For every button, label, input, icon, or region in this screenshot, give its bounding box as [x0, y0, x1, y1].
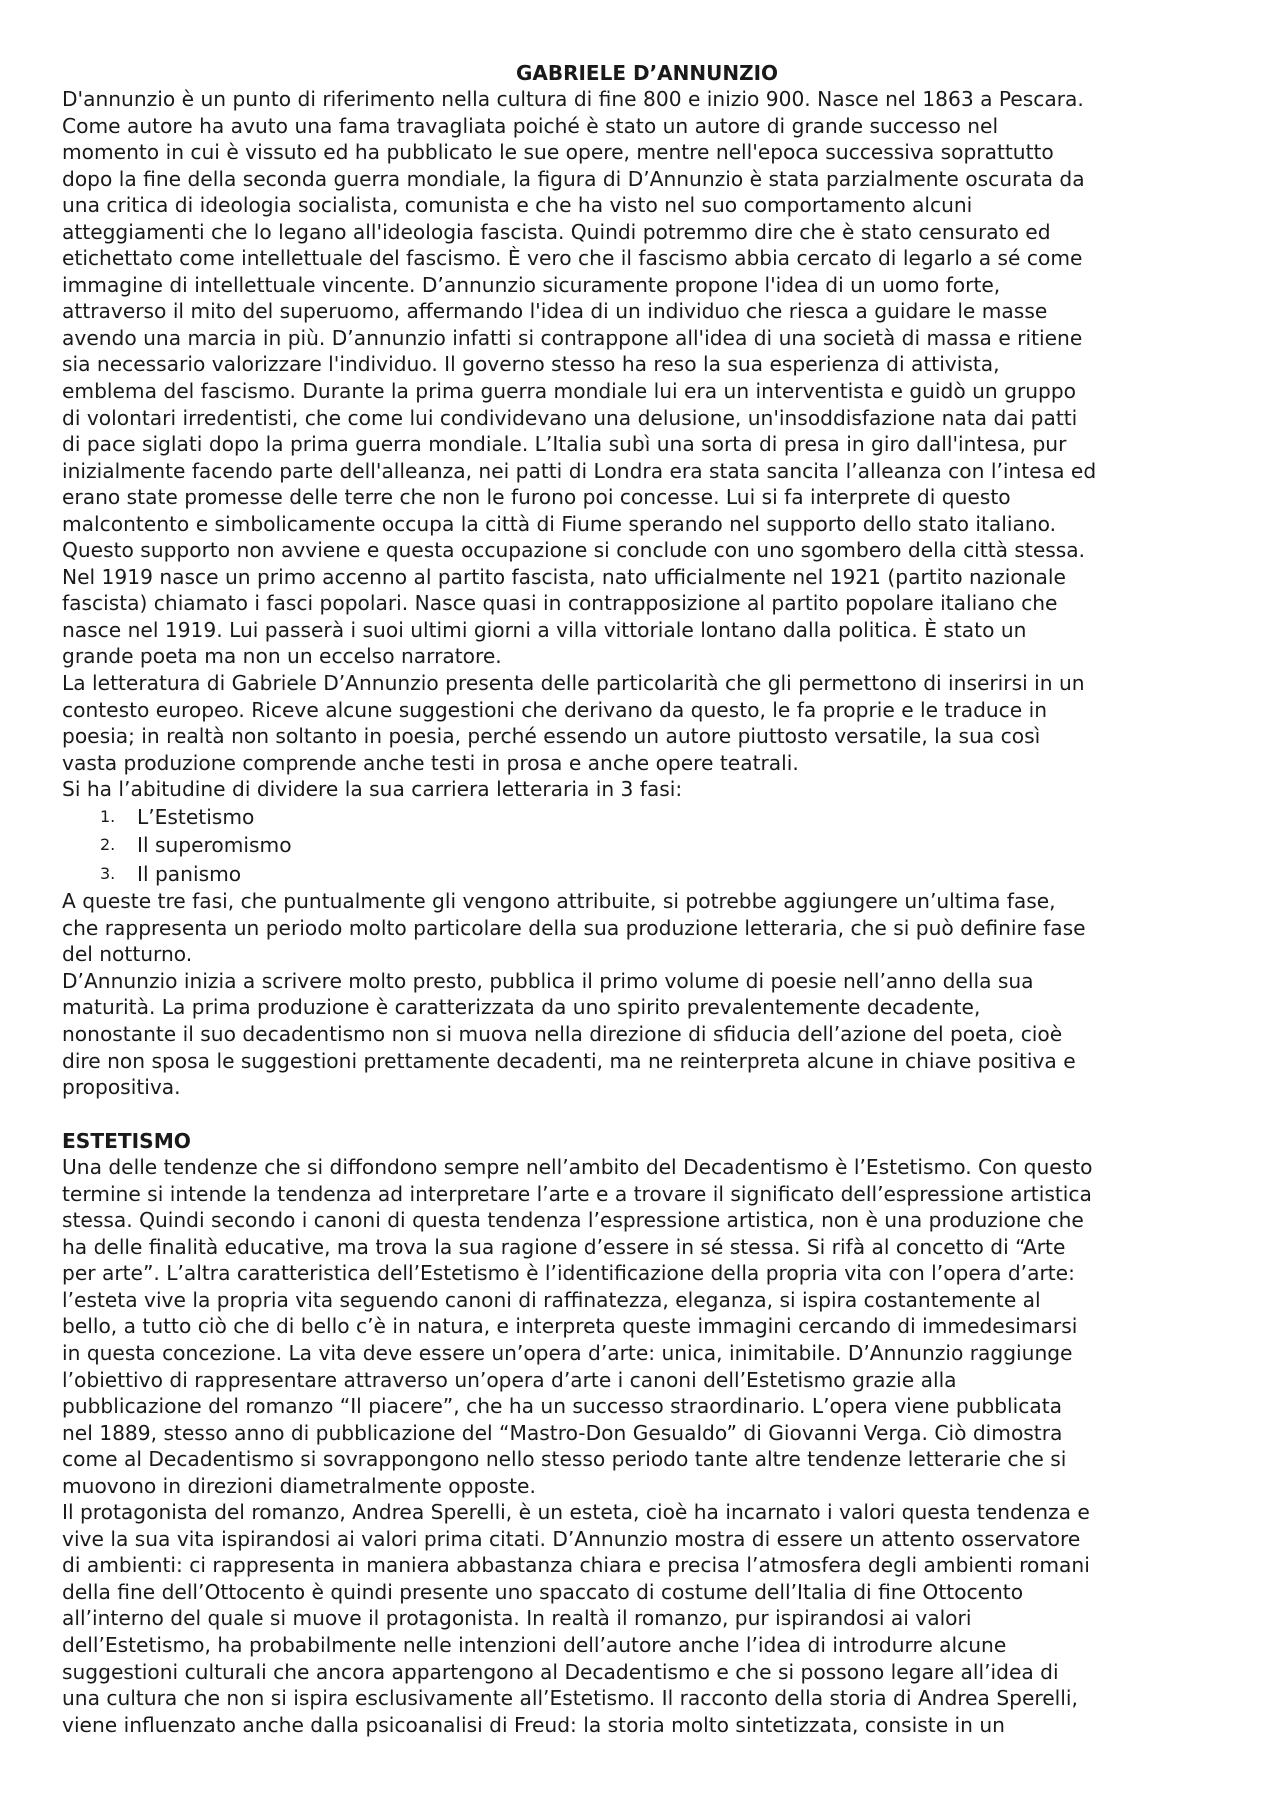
text-line: immagine di intellettuale vincente. D’annunzio sicuramente propone l'idea di un uomo forte,	[62, 272, 1001, 297]
list-number: 1.	[100, 806, 116, 826]
section-heading: ESTETISMO	[62, 1128, 191, 1153]
list-number: 2.	[100, 835, 116, 855]
list-text: Il panismo	[137, 861, 242, 886]
text-line: maturità. La prima produzione è caratterizzata da uno spirito prevalentemente decadente,	[62, 995, 981, 1020]
text-line: di volontari irredentisti, che come lui condividevano una delusione, un'insoddisfazione nata dai patti	[62, 405, 1078, 430]
after-list-paragraphs	[62, 888, 1232, 1100]
text-line: suggestioni culturali che ancora appartengono al Decadentismo e che si possono legare all’idea di	[62, 1659, 1059, 1684]
text-line: l’esteta vive la propria vita seguendo canoni di raffinatezza, eleganza, si ispira costantemente al	[62, 1287, 1041, 1312]
text-line: avendo una marcia in più. D’annunzio infatti si contrappone all'idea di una società di massa e ritiene	[62, 325, 1083, 350]
text-line: bello, a tutto ciò che di bello c’è in natura, e interpreta queste immagini cercando di immedesimarsi	[62, 1314, 1078, 1339]
text-line: nel 1889, stesso anno di pubblicazione del “Mastro-Don Gesualdo” di Giovanni Verga. Ciò dimostra	[62, 1420, 1063, 1445]
text-line: etichettato come intellettuale del fascismo. È vero che il fascismo abbia cercato di legarlo a sé come	[62, 246, 1083, 271]
section-spacer	[62, 1101, 1232, 1128]
text-line: vive la sua vita ispirandosi ai valori prima citati. D’Annunzio mostra di essere un attento osservatore	[62, 1526, 1081, 1551]
text-line: all’interno del quale si muove il protagonista. In realtà il romanzo, pur ispirandosi ai valori	[62, 1606, 972, 1631]
text-line: dopo la fine della seconda guerra mondiale, la figura di D’Annunzio è stata parzialmente oscurata da	[62, 166, 1085, 191]
text-line: La letteratura di Gabriele D’Annunzio presenta delle particolarità che gli permettono di inserirsi in un	[62, 671, 1085, 696]
text-line: erano state promesse delle terre che non le furono poi concesse. Lui si fa interprete di questo	[62, 485, 1011, 510]
text-line: una cultura che non si ispira esclusivamente all’Estetismo. Il racconto della storia di Andrea Sperelli,	[62, 1686, 1078, 1711]
text-line: termine si intende la tendenza ad interpretare l’arte e a trovare il significato dell’espressione artistica	[62, 1181, 1092, 1206]
text-line: di ambienti: ci rappresenta in maniera abbastanza chiara e precisa l’atmosfera degli ambienti romani	[62, 1553, 1090, 1578]
text-line: di pace siglati dopo la prima guerra mondiale. L’Italia subì una sorta di presa in giro dall'intesa, pur	[62, 432, 1067, 457]
text-line: che rappresenta un periodo molto particolare della sua produzione letteraria, che si può definire fase	[62, 915, 1086, 940]
text-line: D'annunzio è un punto di riferimento nella cultura di fine 800 e inizio 900. Nasce nel 1863 a Pescara.	[62, 87, 1084, 111]
document-title: GABRIELE D’ANNUNZIO	[515, 61, 779, 85]
text-line: sia necessario valorizzare l'individuo. Il governo stesso ha reso la sua esperienza di attivista,	[62, 352, 1000, 377]
section-paragraphs	[62, 1154, 1232, 1738]
intro-paragraphs	[62, 86, 1232, 803]
text-line: Come autore ha avuto una fama travagliata poiché è stato un autore di grande successo nel	[62, 113, 999, 138]
text-line: nasce nel 1919. Lui passerà i suoi ultimi giorni a villa vittoriale lontano dalla politica. È stato un	[62, 617, 1027, 642]
text-line: come al Decadentismo si sovrappongono nello stesso periodo tante altre tendenze letterarie che si	[62, 1447, 1067, 1472]
list-number: 3.	[100, 863, 116, 883]
text-line: una critica di ideologia socialista, comunista e che ha visto nel suo comportamento alcuni	[62, 193, 973, 218]
text-line: pubblicazione del romanzo “Il piacere”, che ha un successo straordinario. L’opera viene pubblicata	[62, 1394, 1063, 1419]
text-line: Nel 1919 nasce un primo accenno al partito fascista, nato ufficialmente nel 1921 (partito nazionale	[62, 564, 1066, 589]
text-line: propositiva.	[62, 1075, 181, 1100]
text-line: del notturno.	[62, 942, 193, 967]
text-line: l’obiettivo di rappresentare attraverso un’opera d’arte i canoni dell’Estetismo grazie alla	[62, 1367, 957, 1392]
text-line: emblema del fascismo. Durante la prima guerra mondiale lui era un interventista e guidò un gruppo	[62, 379, 1077, 404]
text-line: momento in cui è vissuto ed ha pubblicato le sue opere, mentre nell'epoca successiva soprattutto	[62, 140, 1054, 165]
text-line: Il protagonista del romanzo, Andrea Sperelli, è un esteta, cioè ha incarnato i valori questa tendenza e	[62, 1500, 1090, 1525]
text-line: stessa. Quindi secondo i canoni di questa tendenza l’espressione artistica, non è una produzione che	[62, 1208, 1084, 1233]
text-line: dire non sposa le suggestioni prettamente decadenti, ma ne reinterpreta alcune in chiave positiva e	[62, 1048, 1076, 1073]
text-line: della fine dell’Ottocento è quindi presente uno spaccato di costume dell’Italia di fine Ottocento	[62, 1579, 1024, 1604]
text-line: Questo supporto non avviene e questa occupazione si conclude con uno sgombero della città stessa.	[62, 538, 1086, 563]
list-item	[62, 860, 1232, 889]
text-line: grande poeta ma non un eccelso narratore.	[62, 644, 502, 669]
text-line: dell’Estetismo, ha probabilmente nelle intenzioni dell’autore anche l’idea di introdurre alcune	[62, 1633, 1007, 1658]
text-line: per arte”. L’altra caratteristica dell’Estetismo è l’identificazione della propria vita con l’opera d’arte:	[62, 1261, 1075, 1286]
text-line: A queste tre fasi, che puntualmente gli vengono attribuite, si potrebbe aggiungere un’ultima fase,	[62, 889, 1056, 914]
text-line: in questa concezione. La vita deve essere un’opera d’arte: unica, inimitabile. D’Annunzio raggiunge	[62, 1341, 1073, 1366]
text-line: ha delle finalità educative, ma trova la sua ragione d’essere in sé stessa. Si rifà al concetto di “Arte	[62, 1234, 1066, 1259]
text-line: D’Annunzio inizia a scrivere molto presto, pubblica il primo volume di poesie nell’anno della sua	[62, 968, 1034, 993]
text-line: viene influenzato anche dalla psicoanalisi di Freud: la storia molto sintetizzata, consiste in un	[62, 1712, 1005, 1737]
text-line: Si ha l’abitudine di dividere la sua carriera letteraria in 3 fasi:	[62, 777, 683, 802]
text-line: fascista) chiamato i fasci popolari. Nasce quasi in contrapposizione al partito popolare italiano che	[62, 591, 1058, 616]
text-line: muovono in direzioni diametralmente opposte.	[62, 1473, 536, 1498]
list-item	[62, 803, 1232, 832]
text-line: atteggiamenti che lo legano all'ideologia fascista. Quindi potremmo dire che è stato censurato ed	[62, 219, 1051, 244]
text-line: Una delle tendenze che si diffondono sempre nell’ambito del Decadentismo è l’Estetismo. Con questo	[62, 1155, 1093, 1180]
text-line: attraverso il mito del superuomo, affermando l'idea di un individuo che riesca a guidare le masse	[62, 299, 1048, 324]
phases-list	[62, 803, 1232, 889]
list-text: Il superomismo	[137, 833, 292, 858]
list-text: L’Estetismo	[137, 804, 255, 829]
list-item	[62, 831, 1232, 860]
text-line: malcontento e simbolicamente occupa la città di Fiume sperando nel supporto dello stato italiano.	[62, 511, 1057, 536]
text-line: poesia; in realtà non soltanto in poesia, perché essendo un autore piuttosto versatile, la sua così	[62, 724, 1041, 749]
text-line: inizialmente facendo parte dell'alleanza, nei patti di Londra era stata sancita l’alleanza con l’intesa ed	[62, 458, 1097, 483]
text-line: vasta produzione comprende anche testi in prosa e anche opere teatrali.	[62, 750, 799, 775]
text-line: nonostante il suo decadentismo non si muova nella direzione di sfiducia dell’azione del poeta, cioè	[62, 1022, 1063, 1046]
text-line: contesto europeo. Riceve alcune suggestioni che derivano da questo, le fa proprie e le traduce in	[62, 697, 1048, 722]
document-page	[62, 60, 1232, 1738]
